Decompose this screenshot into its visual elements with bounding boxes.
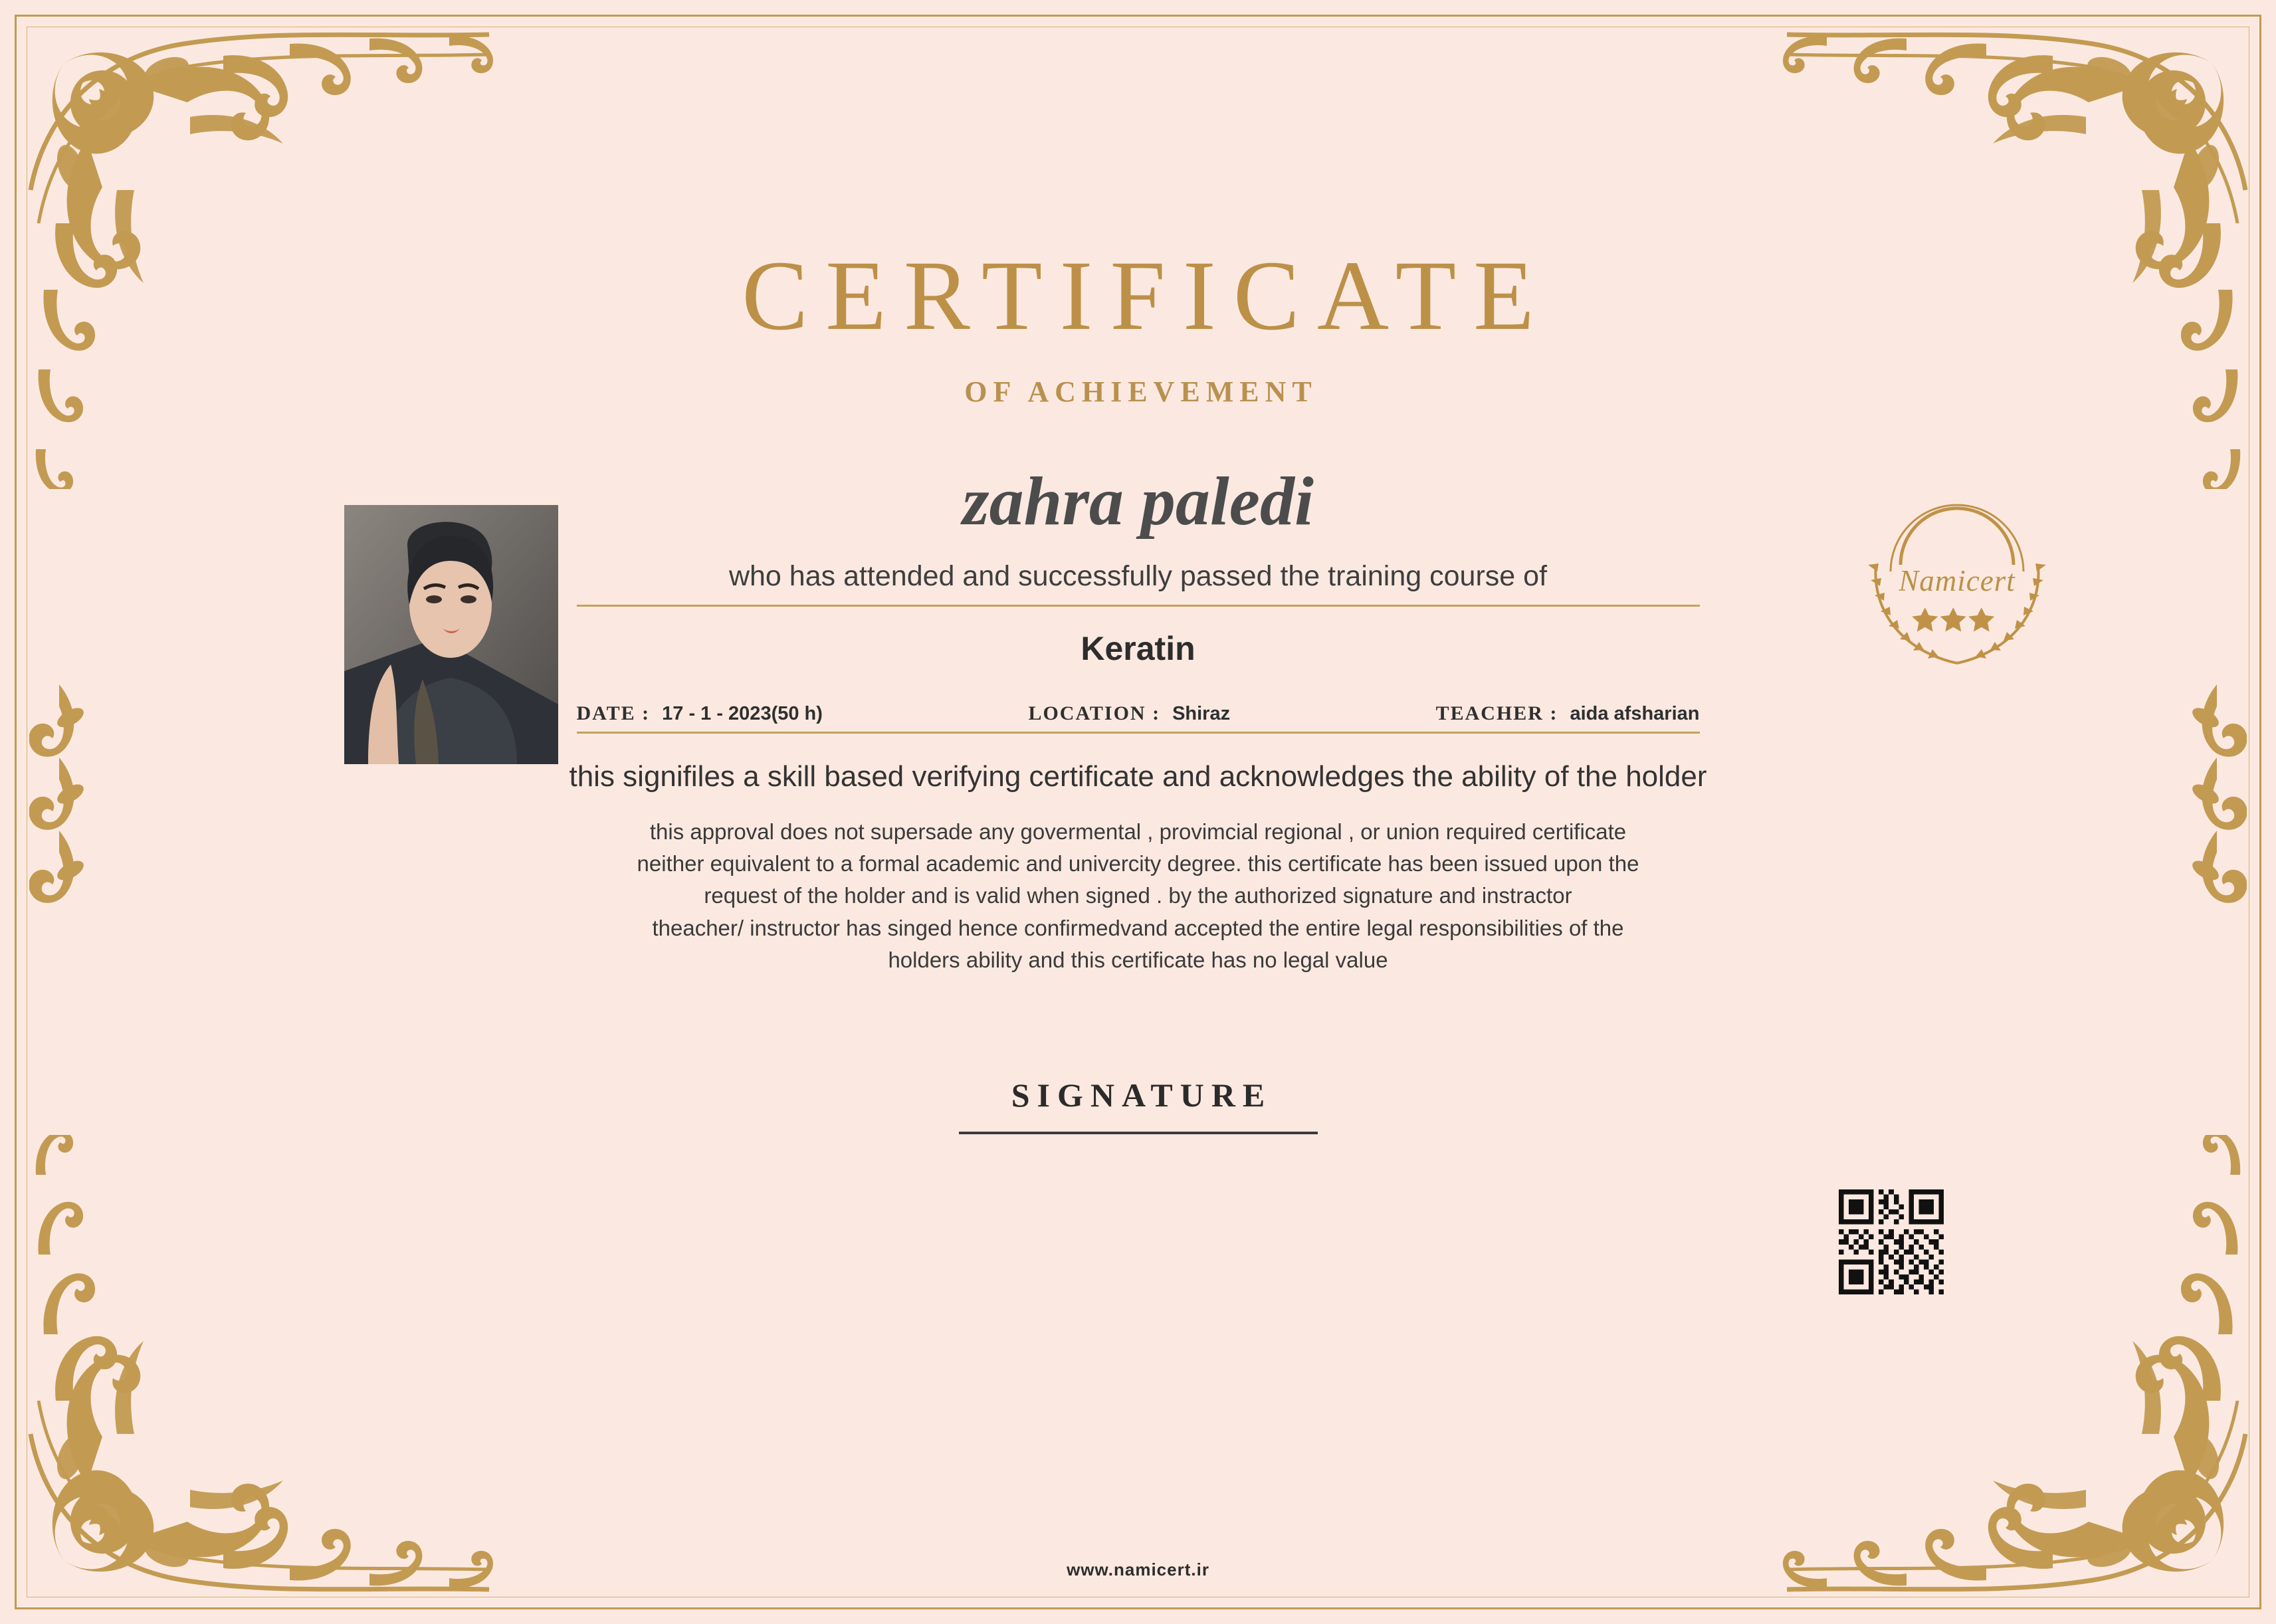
recipient-name: zahra paledi (962, 463, 1314, 540)
divider-under-meta (577, 732, 1700, 734)
certificate-subtitle: OF ACHIEVEMENT (964, 375, 1318, 408)
disclaimer-block (507, 816, 1770, 976)
meta-teacher (1436, 702, 1700, 725)
seal-label: Namicert (1899, 564, 2016, 597)
meta-row (577, 702, 1700, 732)
attended-line: who has attended and successfully passed the training course of (728, 560, 1548, 592)
date-value: 17 - 1 - 2023(50 h) (662, 703, 823, 724)
signifies-line: this signifiles a skill based verifying certificate and acknowledges the ability of the holder (569, 760, 1707, 793)
corner-ornament-bottom-right-icon (1747, 1135, 2252, 1600)
disclaimer-line: request of the holder and is valid when signed . by the authorized signature and instractor (704, 883, 1572, 908)
signature-label: SIGNATURE (1011, 1076, 1273, 1114)
qr-code[interactable] (1839, 1189, 1944, 1294)
meta-date (577, 702, 823, 725)
certificate-title: CERTIFICATE (742, 241, 1552, 351)
meta-location (1028, 702, 1230, 725)
location-value: Shiraz (1172, 703, 1231, 724)
disclaimer-line: holders ability and this certificate has no legal value (888, 947, 1388, 972)
signature-line (959, 1132, 1318, 1134)
course-name: Keratin (1081, 630, 1195, 667)
divider-under-attended (577, 605, 1700, 607)
disclaimer-line: theacher/ instructor has singed hence confirmedvand accepted the entire legal responsibilities of the (652, 915, 1624, 940)
disclaimer-line: this approval does not supersade any govermental , provimcial regional , or union required certificate (649, 819, 1627, 844)
signature-block (959, 1076, 1318, 1134)
corner-ornament-bottom-left-icon (24, 1135, 529, 1600)
disclaimer-line: neither equivalent to a formal academic and univercity degree. this certificate has been issued upon the (637, 851, 1639, 876)
teacher-value: aida afsharian (1570, 703, 1700, 724)
footer-url[interactable]: www.namicert.ir (1067, 1560, 1209, 1579)
date-label: DATE : (576, 702, 651, 724)
teacher-label: TEACHER : (1435, 702, 1558, 724)
location-label: LOCATION : (1028, 702, 1161, 724)
